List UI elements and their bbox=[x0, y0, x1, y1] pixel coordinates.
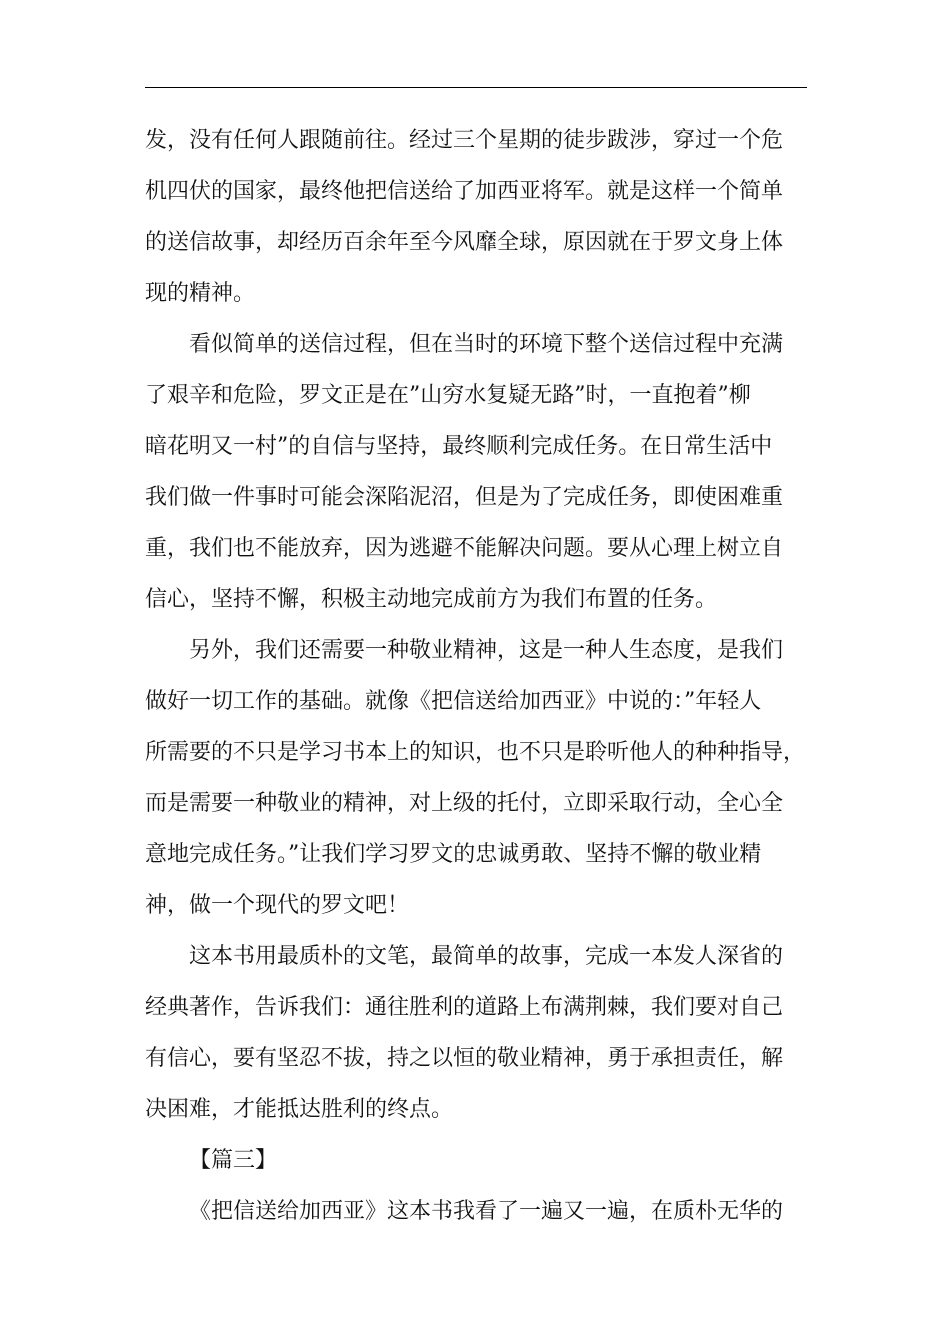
text-line: 《把信送给加西亚》这本书我看了一遍又一遍，在质朴无华的 bbox=[189, 1199, 784, 1224]
text-line: 信心，坚持不懈，积极主动地完成前方为我们布置的任务。 bbox=[145, 587, 718, 612]
text-line: 机四伏的国家，最终他把信送给了加西亚将军。就是这样一个简单 bbox=[145, 179, 784, 204]
text-line: 重，我们也不能放弃，因为逃避不能解决问题。要从心理上树立自 bbox=[145, 536, 784, 561]
text-line: 经典著作，告诉我们：通往胜利的道路上布满荆棘，我们要对自己 bbox=[145, 995, 784, 1020]
text-line: 另外，我们还需要一种敬业精神，这是一种人生态度，是我们 bbox=[189, 638, 784, 663]
text-line: 我们做一件事时可能会深陷泥沼，但是为了完成任务，即使困难重 bbox=[145, 485, 784, 510]
text-line: 有信心，要有坚忍不拔，持之以恒的敬业精神，勇于承担责任，解 bbox=[145, 1046, 784, 1071]
body-text bbox=[145, 115, 809, 1237]
text-line: 决困难，才能抵达胜利的终点。 bbox=[145, 1097, 454, 1122]
text-line: 了艰辛和危险，罗文正是在”山穷水复疑无路”时，一直抱着”柳 bbox=[145, 383, 751, 408]
text-line: 现的精神。 bbox=[145, 281, 256, 306]
text-line: 这本书用最质朴的文笔，最简单的故事，完成一本发人深省的 bbox=[189, 944, 784, 969]
text-line: 发，没有任何人跟随前往。经过三个星期的徒步跋涉，穿过一个危 bbox=[145, 128, 784, 153]
header-rule bbox=[145, 87, 807, 88]
section-heading: 【篇三】 bbox=[189, 1148, 278, 1173]
text-line: 的送信故事，却经历百余年至今风靡全球，原因就在于罗文身上体 bbox=[145, 230, 784, 255]
text-line: 神，做一个现代的罗文吧！ bbox=[145, 893, 410, 918]
text-line: 而是需要一种敬业的精神，对上级的托付，立即采取行动，全心全 bbox=[145, 791, 784, 816]
text-line: 暗花明又一村”的自信与坚持，最终顺利完成任务。在日常生活中 bbox=[145, 434, 773, 459]
text-line: 意地完成任务。”让我们学习罗文的忠诚勇敢、坚持不懈的敬业精 bbox=[145, 842, 762, 867]
text-line: 看似简单的送信过程，但在当时的环境下整个送信过程中充满 bbox=[189, 332, 784, 357]
text-line: 所需要的不只是学习书本上的知识，也不只是聆听他人的种种指导， bbox=[145, 740, 806, 765]
text-line: 做好一切工作的基础。就像《把信送给加西亚》中说的：”年轻人 bbox=[145, 689, 762, 714]
